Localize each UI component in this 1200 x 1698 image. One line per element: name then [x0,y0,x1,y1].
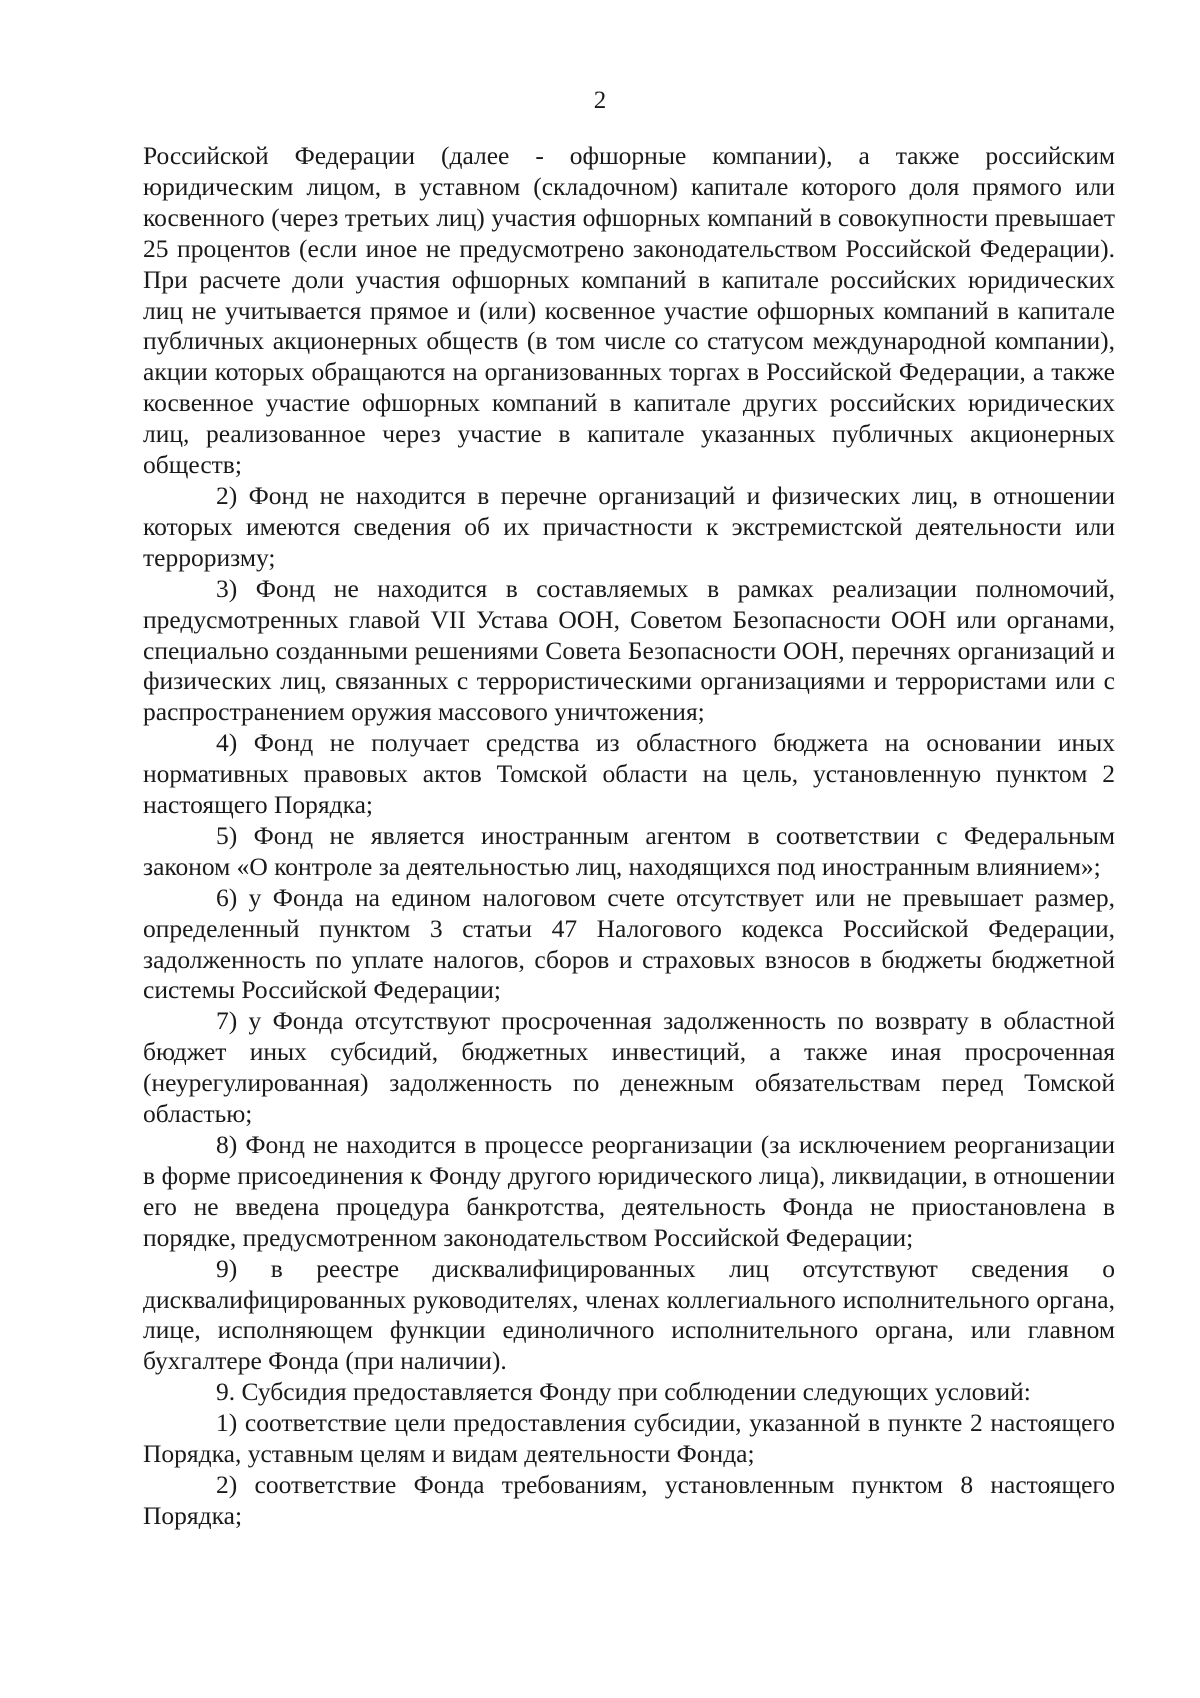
paragraph-item-8-reorganization: 8) Фонд не находится в процессе реорганизации (за исключением реорганизации в форме присоединения к Фонду другого юридического лица), ликвидации, в отношении его не введена процедура банкротства, деятельность Фонда не приостановлена в порядке, предусмотренном законодательством Российской Федерации; [143,1130,1115,1252]
paragraph-item-3-un-lists: 3) Фонд не находится в составляемых в рамках реализации полномочий, предусмотренных главой VII Устава ООН, Советом Безопасности ООН или органами, специально созданными решениями Совета Безопасности ООН, перечнях организаций и физических лиц, связанных с террористическими организациями и террористами или с распространением оружия массового уничтожения; [143,573,1115,727]
page-number: 2 [593,87,607,114]
paragraph-item-4-regional-budget: 4) Фонд не получает средства из областного бюджета на основании иных нормативных правовых актов Томской области на цель, установленную пунктом 2 настоящего Порядка; [143,728,1115,820]
paragraph-condition-2: 2) соответствие Фонда требованиям, установленным пунктом 8 настоящего Порядка; [143,1469,1115,1530]
paragraph-item-2-extremism: 2) Фонд не находится в перечне организаций и физических лиц, в отношении которых имеются сведения об их причастности к экстремистской деятельности или терроризму; [143,480,1115,572]
paragraph-section-9-conditions: 9. Субсидия предоставляется Фонду при соблюдении следующих условий: [216,1377,1031,1407]
paragraph-item-5-foreign-agent: 5) Фонд не является иностранным агентом в соответствии с Федеральным законом «О контроле за деятельностью лиц, находящихся под иностранным влиянием»; [143,820,1115,881]
paragraph-condition-1: 1) соответствие цели предоставления субсидии, указанной в пункте 2 настоящего Порядка, уставным целям и видам деятельности Фонда; [143,1408,1115,1469]
paragraph-offshore-continuation: Российской Федерации (далее - офшорные компании), а также российским юридическим лицом, в уставном (складочном) капитале которого доля прямого или косвенного (через третьих лиц) участия офшорных компаний в совокупности превышает 25 процентов (если иное не предусмотрено законодательством Российской Федерации). При расчете доли участия офшорных компаний в капитале российских юридических лиц не учитывается прямое и (или) косвенное участие офшорных компаний в капитале публичных акционерных обществ (в том числе со статусом международной компании), акции которых обращаются на организованных торгах в Российской Федерации, а также косвенное участие офшорных компаний в капитале других российских юридических лиц, реализованное через участие в капитале указанных публичных акционерных обществ; [143,141,1115,480]
paragraph-item-6-tax-debt: 6) у Фонда на едином налоговом счете отсутствует или не превышает размер, определенный пунктом 3 статьи 47 Налогового кодекса Российской Федерации, задолженность по уплате налогов, сборов и страховых взносов в бюджеты бюджетной системы Российской Федерации; [143,882,1115,1005]
paragraph-item-7-overdue-debt: 7) у Фонда отсутствуют просроченная задолженность по возврату в областной бюджет иных субсидий, бюджетных инвестиций, а также иная просроченная (неурегулированная) задолженность по денежным обязательствам перед Томской областью; [143,1006,1115,1129]
paragraph-item-9-disqualified: 9) в реестре дисквалифицированных лиц отсутствуют сведения о дисквалифицированных руководителях, членах коллегиального исполнительного органа, лице, исполняющем функции единоличного исполнительного органа, или главном бухгалтере Фонда (при наличии). [143,1253,1115,1376]
document-body [143,141,1115,1532]
